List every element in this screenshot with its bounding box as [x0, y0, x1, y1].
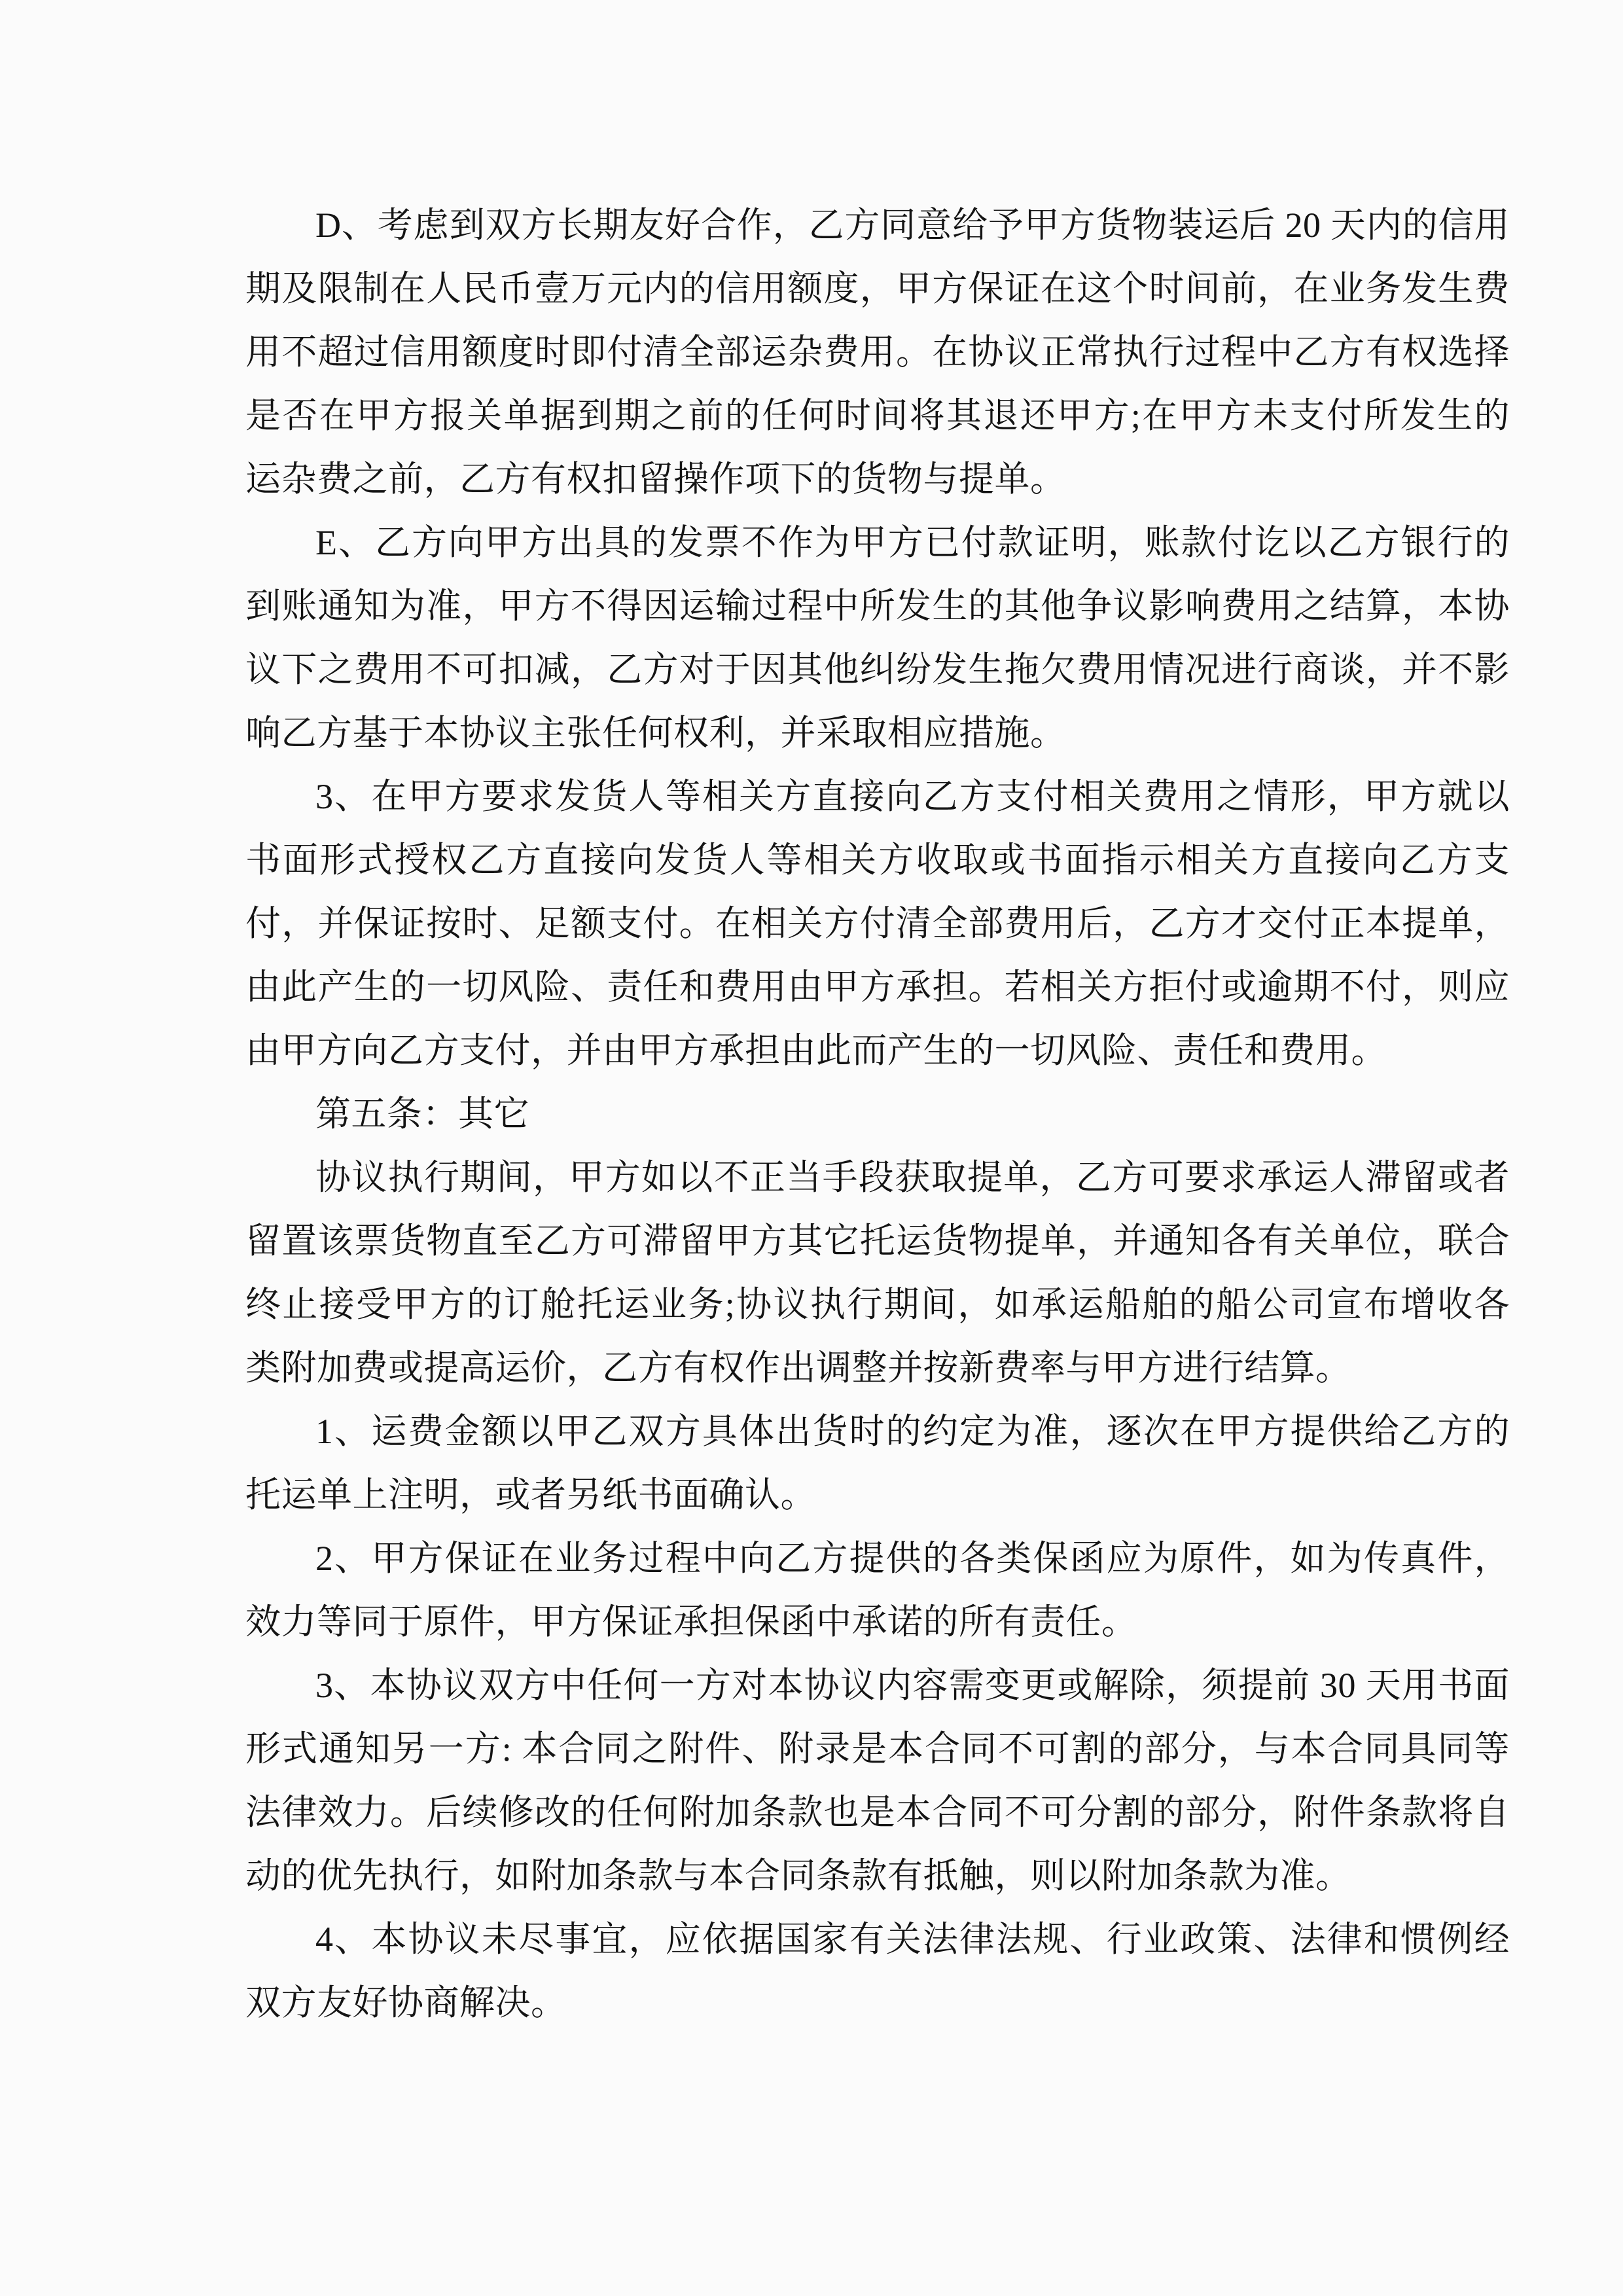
- text-line: 4、本协议未尽事宜，应依据国家有关法律法规、行业政策、法律和惯例经: [315, 1920, 1510, 1959]
- text-line: 3、在甲方要求发货人等相关方直接向乙方支付相关费用之情形，甲方就以: [315, 777, 1510, 816]
- text-line: 形式通知另一方: 本合同之附件、附录是本合同不可割的部分，与本合同具同等: [245, 1729, 1510, 1768]
- text-line: 付，并保证按时、足额支付。在相关方付清全部费用后，乙方才交付正本提单，: [245, 904, 1510, 943]
- text-line: 由此产生的一切风险、责任和费用由甲方承担。若相关方拒付或逾期不付，则应: [245, 967, 1510, 1007]
- text-line: 第五条：其它: [315, 1094, 529, 1134]
- paragraph: [245, 1908, 1510, 2035]
- text-line: 动的优先执行，如附加条款与本合同条款有抵触，则以附加条款为准。: [245, 1856, 1351, 1895]
- paragraph: [245, 1527, 1510, 1654]
- text-line: 期及限制在人民币壹万元内的信用额度，甲方保证在这个时间前，在业务发生费: [245, 269, 1510, 308]
- text-line: 双方友好协商解决。: [245, 1983, 567, 2022]
- text-line: 用不超过信用额度时即付清全部运杂费用。在协议正常执行过程中乙方有权选择: [245, 332, 1510, 372]
- text-line: 运杂费之前，乙方有权扣留操作项下的货物与提单。: [245, 459, 1066, 499]
- paragraph: [245, 511, 1510, 765]
- text-line: 协议执行期间，甲方如以不正当手段获取提单，乙方可要求承运人滞留或者: [315, 1158, 1510, 1197]
- text-line: 效力等同于原件，甲方保证承担保函中承诺的所有责任。: [245, 1602, 1137, 1641]
- text-line: 终止接受甲方的订舱托运业务;协议执行期间，如承运船舶的船公司宣布增收各: [245, 1285, 1510, 1324]
- text-line: 由甲方向乙方支付，并由甲方承担由此而产生的一切风险、责任和费用。: [245, 1031, 1387, 1070]
- text-line: 类附加费或提高运价，乙方有权作出调整并按新费率与甲方进行结算。: [245, 1348, 1351, 1388]
- contract-text-body: [245, 194, 1510, 2035]
- paragraph: [245, 1083, 1510, 1146]
- text-line: 托运单上注明，或者另纸书面确认。: [245, 1475, 816, 1515]
- text-line: 到账通知为准，甲方不得因运输过程中所发生的其他争议影响费用之结算，本协: [245, 586, 1510, 626]
- text-line: 法律效力。后续修改的任何附加条款也是本合同不可分割的部分，附件条款将自: [245, 1793, 1510, 1832]
- text-line: 是否在甲方报关单据到期之前的任何时间将其退还甲方;在甲方未支付所发生的: [245, 396, 1510, 435]
- paragraph: [245, 1400, 1510, 1527]
- text-line: 书面形式授权乙方直接向发货人等相关方收取或书面指示相关方直接向乙方支: [245, 840, 1510, 880]
- text-line: 2、甲方保证在业务过程中向乙方提供的各类保函应为原件，如为传真件，: [315, 1539, 1510, 1578]
- text-line: 议下之费用不可扣减，乙方对于因其他纠纷发生拖欠费用情况进行商谈，并不影: [245, 650, 1510, 689]
- text-line: 1、运费金额以甲乙双方具体出货时的约定为准，逐次在甲方提供给乙方的: [315, 1412, 1510, 1451]
- text-line: 响乙方基于本协议主张任何权利，并采取相应措施。: [245, 713, 1066, 753]
- text-line: 3、本协议双方中任何一方对本协议内容需变更或解除，须提前 30 天用书面: [315, 1666, 1510, 1705]
- paragraph: [245, 194, 1510, 511]
- text-line: D、考虑到双方长期友好合作，乙方同意给予甲方货物装运后 20 天内的信用: [315, 206, 1510, 245]
- paragraph: [245, 1654, 1510, 1908]
- text-line: 留置该票货物直至乙方可滞留甲方其它托运货物提单，并通知各有关单位，联合: [245, 1221, 1510, 1261]
- paragraph: [245, 1146, 1510, 1400]
- paragraph: [245, 765, 1510, 1083]
- text-line: E、乙方向甲方出具的发票不作为甲方已付款证明，账款付讫以乙方银行的: [315, 523, 1510, 562]
